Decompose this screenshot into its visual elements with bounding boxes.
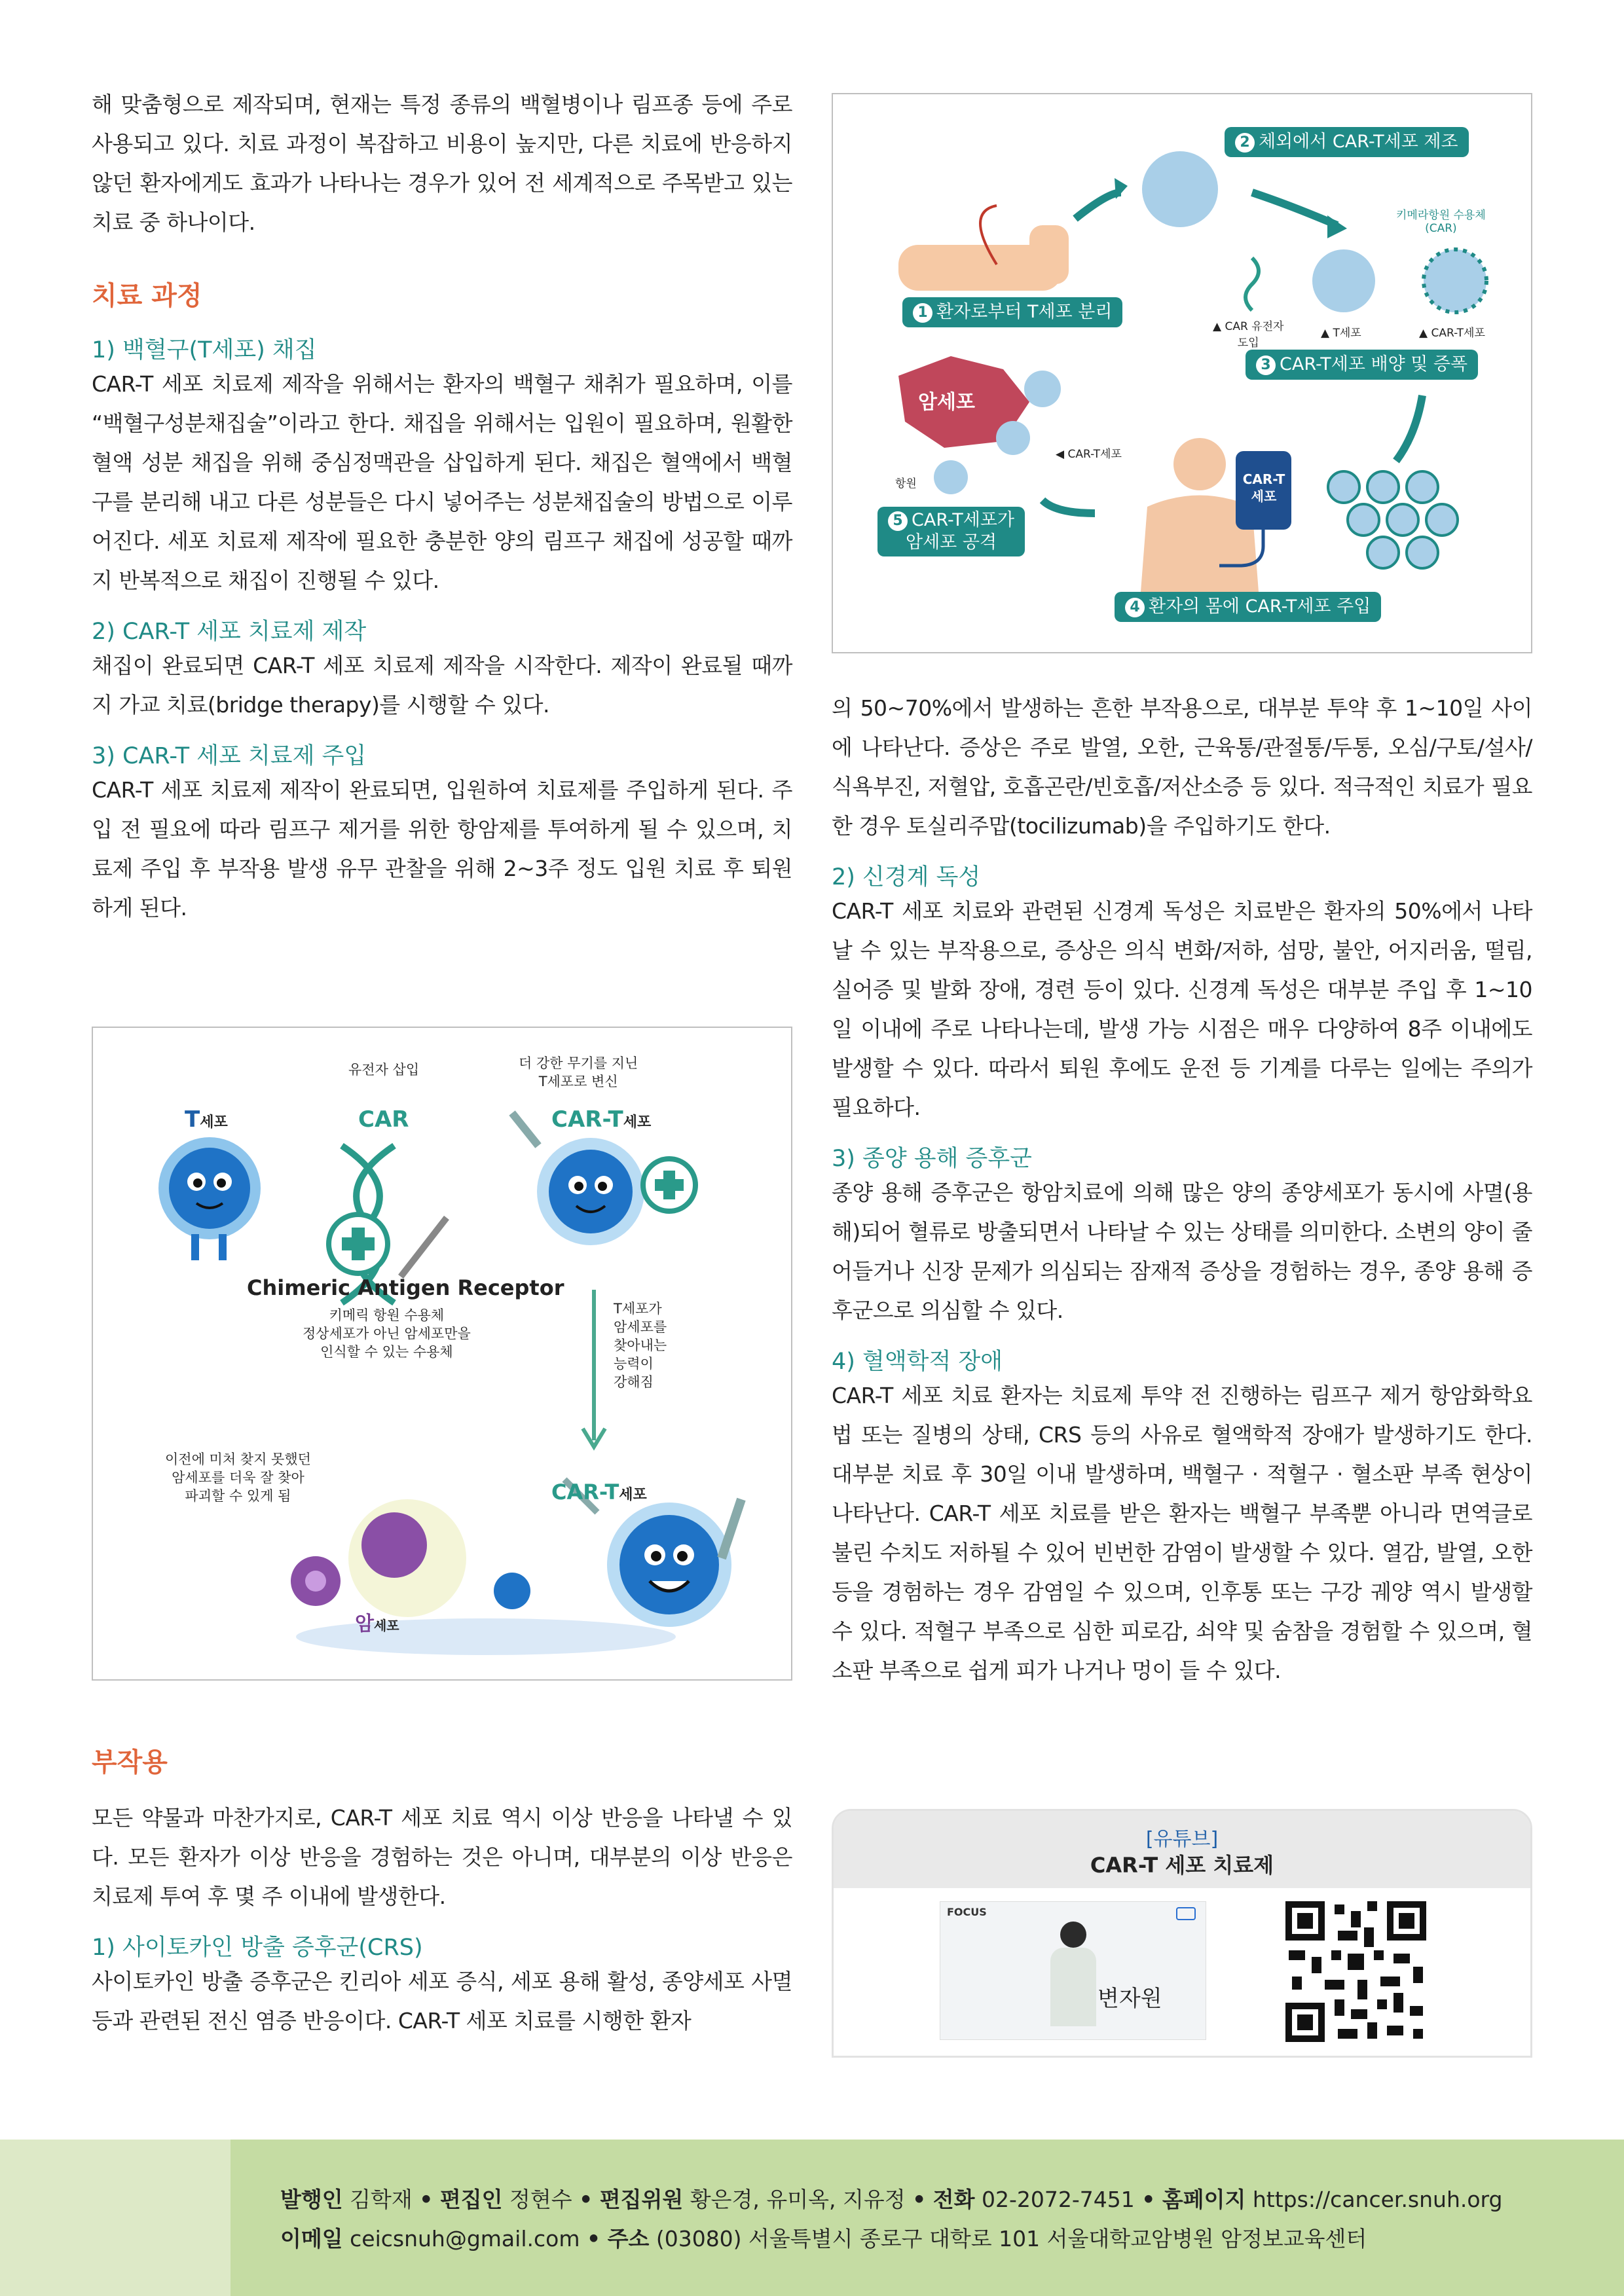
tcell-character: [158, 1137, 261, 1260]
shield-icon: [329, 1214, 388, 1273]
footer-line-2: 이메일 ceicsnuh@gmail.com • 주소 (03080) 서울특별시 종로구 대학로 101 서울대학교암병원 암정보교육센터: [280, 2226, 1367, 2251]
footer-line-1: 발행인 김학재 • 편집인 정현수 • 편집위원 황은경, 유미옥, 지유정 • 전화 02-2072-7451 • 홈페이지 https://cancer.snuh.org: [280, 2187, 1503, 2212]
crs-body: 사이토카인 방출 증후군은 킨리아 세포 증식, 세포 용해 활성, 종양세포 사멸 등과 관련된 전신 염증 반응이다. CAR-T 세포 치료를 시행한 환자: [92, 1969, 792, 2033]
receptor-en: Chimeric Antigen Receptor: [247, 1275, 564, 1300]
thumbnail-caption: 변자원: [1098, 1986, 1162, 2012]
homepage-link[interactable]: https://cancer.snuh.org: [1252, 2187, 1503, 2212]
side-effects-body: 모든 약물과 마찬가지로, CAR-T 세포 치료 역시 이상 반응을 나타낼 수 있다. 모든 환자가 이상 반응을 경험하는 것은 아니며, 대부분의 이상 반응은 치료제 투여 후 몇 주 이내에 발생한다.: [92, 1805, 792, 1909]
tcell-label: ▲ T세포: [1321, 327, 1361, 340]
step4-pill: 4 환자의 몸에 CAR-T세포 주입: [1115, 592, 1381, 622]
intro-paragraph: 해 맞춤형으로 제작되며, 현재는 특정 종류의 백혈병이나 림프종 등에 주로 사용되고 있다. 치료 과정이 복잡하고 비용이 높지만, 다른 치료에 반응하지 않던 환자에게도 효과가 나타나는 경우가 있어 전 세계적으로 주목받고 있는 치료 중 하나이다.: [92, 92, 792, 235]
car-t-illustration: [92, 1027, 792, 1681]
neuro-body: CAR-T 세포 치료와 관련된 신경계 독성은 치료받은 환자의 50%에서 나타날 수 있는 부작용으로, 증상은 의식 변화/저하, 섬망, 불안, 어지러움, 떨림, 실어증 및 발화 장애, 경련 등이 있다. 신경계 독성은 대부분 주입 후 1~10일 이내에 주로 나타나는데, 발생 가능 시점은 매우 다양하여 8주 이내에도 발생할 수 있다. 따라서 퇴원 후에도 운전 등 기계를 다루는 일에는 주의가 필요하다.: [832, 898, 1532, 1120]
car-title: CAR: [358, 1106, 409, 1133]
step3-pill: 3 CAR-T세포 배양 및 증폭: [1246, 350, 1478, 380]
receptor-ko: 키메릭 항원 수용체 정상세포가 아닌 암세포만을 인식할 수 있는 수용체: [303, 1307, 471, 1360]
iv-bag-label: CAR-T 세포: [1242, 471, 1285, 504]
qr-code[interactable]: [1285, 1901, 1426, 2042]
tls-body: 종양 용해 증후군은 항암치료에 의해 많은 양의 종양세포가 동시에 사멸(용해)되어 혈류로 방출되면서 나타날 수 있는 상태를 의미한다. 소변의 양이 줄어들거나 신장 문제가 의심되는 잠재적 증상을 경험하는 경우, 종양 용해 증후군으로 의심할 수 있다.: [832, 1180, 1532, 1323]
step1-title: 1) 백혈구(T세포) 채집: [92, 337, 317, 363]
process-heading: 치료 과정: [92, 281, 202, 311]
stronger-label: 더 강한 무기를 지닌 T세포로 변신: [519, 1055, 638, 1089]
tcell-cluster-icon: [1142, 151, 1218, 227]
cart-cluster-icon: [1328, 471, 1458, 568]
car-receptor-label: 키메라항원 수용체 (CAR): [1396, 209, 1486, 235]
tls-title: 3) 종양 용해 증후군: [832, 1146, 1032, 1172]
cart-character: [512, 1113, 695, 1245]
step5-pill: 5 CAR-T세포가 암세포 공격: [877, 507, 1025, 556]
youtube-title: CAR-T 세포 치료제: [1090, 1853, 1274, 1878]
email-link[interactable]: ceicsnuh@gmail.com: [350, 2226, 580, 2251]
cart-title: CAR-T세포: [551, 1106, 652, 1133]
neuro-title: 2) 신경계 독성: [832, 864, 981, 890]
youtube-tag: [유튜브]: [1145, 1828, 1219, 1851]
crs-title: 1) 사이토카인 방출 증후군(CRS): [92, 1935, 423, 1961]
arrow-2-icon: [1252, 192, 1337, 225]
cancer-cell-title: 암세포: [355, 1613, 399, 1635]
video-thumbnail[interactable]: [940, 1901, 1206, 2040]
sword-icon: [401, 1218, 447, 1277]
youtube-box: [832, 1809, 1532, 2058]
cancer-label: 암세포: [918, 391, 975, 414]
right-column: [832, 689, 1532, 1690]
down-arrow-icon: [583, 1290, 605, 1447]
presenter-body: [1050, 1948, 1096, 2026]
play-icon: [1176, 1907, 1196, 1920]
arrow-3-icon: [1396, 395, 1422, 461]
crs-continued: 의 50~70%에서 발생하는 흔한 부작용으로, 대부분 투약 후 1~10일 사이에 나타난다. 증상은 주로 발열, 오한, 근육통/관절통/두통, 오심/구토/설사/식욕부진, 저혈압, 호흡곤란/빈호흡/저산소증 등 있다. 적극적인 치료가 필요한 경우 토실리주맙(tocilizumab)을 주입하기도 한다.: [832, 695, 1532, 839]
presenter-head: [1060, 1922, 1086, 1948]
cart-cell-icon: [1424, 249, 1486, 312]
ability-label: T세포가 암세포를 찾아내는 능력이 강해짐: [614, 1301, 667, 1390]
tcell-title: T세포: [185, 1106, 228, 1133]
hand-icon: [898, 206, 1069, 291]
heme-title: 4) 혈액학적 장애: [832, 1349, 1003, 1375]
step3-body: CAR-T 세포 치료제 제작이 완료되면, 입원하여 치료제를 주입하게 된다. 주입 전 필요에 따라 림프구 제거를 위한 항암제를 투여하게 될 수 있으며, 치료제 주입 후 부작용 발생 유무 관찰을 위해 2~3주 정도 입원 치료 후 퇴원하게 된다.: [92, 777, 792, 920]
antigen-label: 항원: [895, 477, 917, 490]
cart-hero-title: CAR-T세포: [551, 1480, 647, 1504]
cart-attack-icon: [1024, 371, 1061, 407]
step3-title: 3) CAR-T 세포 치료제 주입: [92, 743, 367, 769]
before-label: 이전에 미처 찾지 못했던 암세포를 더욱 잘 찾아 파괴할 수 있게 됨: [165, 1451, 311, 1504]
left-column: [92, 85, 792, 928]
gene-insert-label: 유전자 삽입: [348, 1062, 420, 1078]
side-effects-section: [92, 1741, 792, 2041]
footer: [0, 2140, 1624, 2296]
arrow-4-icon: [1043, 500, 1095, 513]
dna-icon: [1246, 258, 1259, 310]
thumbnail-logo: FOCUS: [947, 1906, 987, 1918]
step2-body: 채집이 완료되면 CAR-T 세포 치료제 제작을 시작한다. 제작이 완료될 때까지 가교 치료(bridge therapy)를 시행할 수 있다.: [92, 653, 792, 718]
heme-body: CAR-T 세포 치료 환자는 치료제 투약 전 진행하는 림프구 제거 항암화학요법 또는 질병의 상태, CRS 등의 사유로 혈액학적 장애가 발생하기도 한다. 대부분 치료 후 30일 이내 발생하며, 백혈구 · 적혈구 · 혈소판 부족 현상이 나타난다. CAR-T 세포 치료를 받은 환자는 백혈구 부족뿐 아니라 면역글로불린 수치도 저하될 수 있어 빈번한 감염이 발생할 수 있다. 열감, 발열, 오한 등을 경험하는 경우 감염일 수 있으며, 인후통 또는 구강 궤양 역시 발생할 수 있다. 적혈구 부족으로 심한 피로감, 쇠약 및 숨참을 경험할 수 있으며, 혈소판 부족으로 쉽게 피가 나거나 멍이 들 수 있다.: [832, 1383, 1532, 1683]
footer-band: [0, 2140, 231, 2296]
cancer-cells: [291, 1499, 466, 1617]
tcell-icon: [1312, 249, 1375, 312]
side-effects-heading: 부작용: [92, 1747, 168, 1777]
car-gene-label: ▲ CAR 유전자 도입: [1213, 320, 1284, 350]
step2-title: 2) CAR-T 세포 치료제 제작: [92, 619, 367, 645]
cart-arrow-label: ◀ CAR-T세포: [1056, 448, 1122, 461]
treatment-process-figure: [832, 93, 1532, 653]
step1-body: CAR-T 세포 치료제 제작을 위해서는 환자의 백혈구 채취가 필요하며, 이를 “백혈구성분채집술”이라고 한다. 채집을 위해서는 입원이 필요하며, 원활한 혈액 성분 채집을 위해 중심정맥관을 삽입하게 된다. 채집은 혈액에서 백혈구를 분리해 내고 다른 성분들은 다시 넣어주는 성분채집술의 방법으로 이루어진다. 세포 치료제 제작에 필요한 충분한 양의 림프구 채집에 성공할 때까지 반복적으로 채집이 진행될 수 있다.: [92, 371, 792, 593]
step2-pill: 2 체외에서 CAR-T세포 제조: [1225, 127, 1469, 157]
ground-shadow: [296, 1618, 676, 1655]
arrow-1-icon: [1075, 192, 1121, 219]
cart-label: ▲ CAR-T세포: [1419, 327, 1485, 340]
step1-pill: 1 환자로부터 T세포 분리: [902, 297, 1122, 327]
